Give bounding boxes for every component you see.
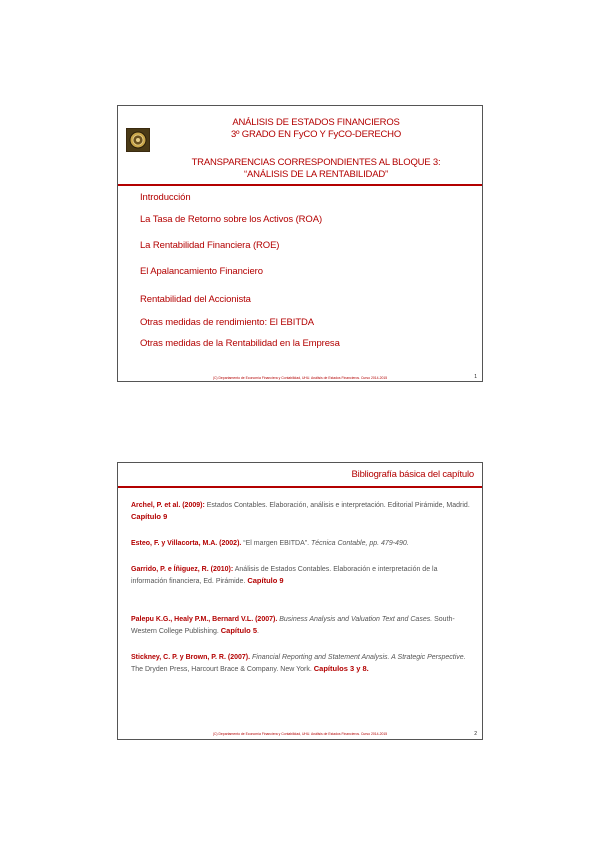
block-subtitle xyxy=(154,157,478,181)
topic-item: El Apalancamiento Financiero xyxy=(140,266,263,277)
topic-item: Rentabilidad del Accionista xyxy=(140,294,251,305)
slide-2 xyxy=(117,462,483,740)
ref-text: South-Western College Publishing. xyxy=(131,616,455,635)
header-divider xyxy=(118,184,482,186)
reference-item xyxy=(131,652,472,675)
title-line: ANÁLISIS DE ESTADOS FINANCIEROS xyxy=(232,117,400,128)
ref-italic: Business Analysis and Valuation Text and Cases. xyxy=(279,616,433,623)
page-number: 2 xyxy=(474,731,477,737)
ref-chapter: Capítulo 9 xyxy=(131,512,168,521)
subtitle-line: “ANÁLISIS DE LA RENTABILIDAD” xyxy=(244,169,388,180)
ref-text: Análisis de Estados Contables. Elaboración e interpretación de la información financiera, Ed. Pirámide. xyxy=(131,566,438,585)
ref-author: Archel, P. et al. (2009): xyxy=(131,502,205,509)
ref-chapter: Capítulos 3 y 8. xyxy=(313,664,369,673)
ref-italic: Técnica Contable, pp. 479-490. xyxy=(311,540,409,547)
reference-item xyxy=(131,500,472,523)
ref-author: Palepu K.G., Healy P.M., Bernard V.L. (2007). xyxy=(131,616,278,623)
page-number: 1 xyxy=(474,374,477,380)
header-divider xyxy=(118,486,482,488)
ref-author: Stickney, C. P. y Brown, P. R. (2007). xyxy=(131,654,251,661)
ref-text: “El margen EBITDA”. xyxy=(241,540,311,547)
ref-chapter: Capítulo 5 xyxy=(220,626,258,635)
ref-text: The Dryden Press, Harcourt Brace & Company. New York. xyxy=(131,666,312,673)
reference-item xyxy=(131,564,472,587)
ref-italic: Financial Reporting and Statement Analysis. A Strategic Perspective. xyxy=(252,654,466,661)
ref-text: Estados Contables. Elaboración, análisis e interpretación. Editorial Pirámide, Madrid. xyxy=(204,502,470,509)
title-line: 3º GRADO EN FyCO Y FyCO-DERECHO xyxy=(230,129,402,140)
ref-author: Esteo, F. y Villacorta, M.A. (2002). xyxy=(131,540,242,547)
ref-author: Garrido, P. e Íñiguez, R. (2010): xyxy=(131,566,234,573)
reference-item xyxy=(131,614,472,637)
slide-1 xyxy=(117,105,483,382)
slide-header xyxy=(118,106,482,184)
slide-footer: (C) Departamento de Economía Financiera y Contabilidad, UHU. Análisis de Estados Financieros. Curso 2014-2015 xyxy=(212,732,388,736)
topic-item: Otras medidas de rendimiento: El EBITDA xyxy=(140,317,315,328)
topic-item: Otras medidas de la Rentabilidad en la Empresa xyxy=(140,338,340,349)
university-seal-icon xyxy=(126,128,150,152)
topic-item: La Rentabilidad Financiera (ROE) xyxy=(140,240,280,251)
ref-chapter: Capítulo 9 xyxy=(247,576,284,585)
slide-footer: (C) Departamento de Economía Financiera y Contabilidad, UHU. Análisis de Estados Financieros. Curso 2014-2015 xyxy=(212,376,388,380)
topic-item: Introducción xyxy=(140,192,191,203)
topic-item: La Tasa de Retorno sobre los Activos (ROA) xyxy=(140,214,323,225)
course-title xyxy=(154,117,478,141)
reference-item xyxy=(131,538,472,549)
slide-title: Bibliografía básica del capítulo xyxy=(351,469,474,480)
ref-tail: . xyxy=(257,628,259,635)
subtitle-line: TRANSPARENCIAS CORRESPONDIENTES AL BLOQUE 3: xyxy=(191,157,441,168)
